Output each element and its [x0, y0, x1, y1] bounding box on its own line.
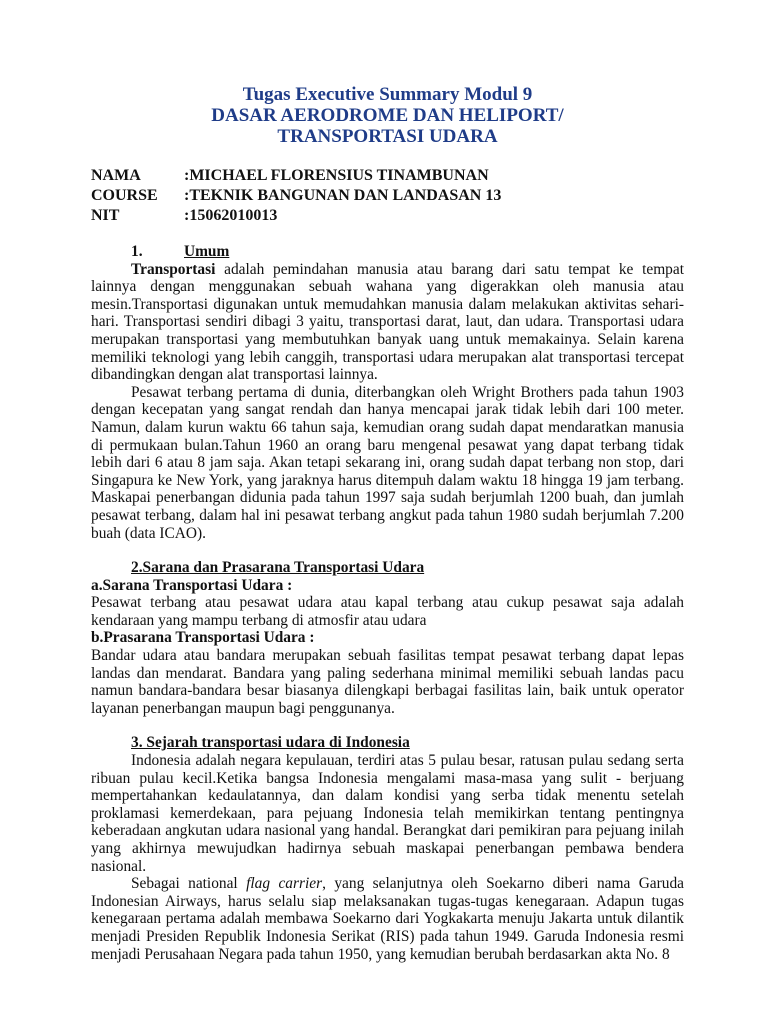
title-line-3: TRANSPORTASI UDARA	[277, 126, 498, 147]
term-flag-carrier: flag carrier	[246, 875, 323, 893]
identity-label: NAMA	[91, 167, 141, 184]
section-1-heading	[131, 243, 684, 261]
section-1-title: Umum	[184, 243, 230, 260]
section-2a-subheading: a.Sarana Transportasi Udara :	[91, 576, 293, 594]
identity-row-nama	[91, 166, 684, 186]
identity-value: :15062010013	[184, 207, 278, 224]
section-1-number: 1.	[131, 243, 143, 260]
identity-row-nit	[91, 206, 684, 226]
identity-row-course	[91, 186, 684, 206]
identity-label: NIT	[91, 207, 120, 224]
section-3-heading: 3. Sejarah transportasi udara di Indonesia	[131, 734, 410, 752]
title-line-2: DASAR AERODROME DAN HELIPORT/	[211, 105, 564, 126]
section-1-paragraph-1	[91, 261, 684, 384]
document-title	[91, 84, 684, 147]
section-1-paragraph-1-text: adalah pemindahan manusia atau barang dari satu tempat ke tempat lainnya dengan menggunakan sebuah wahana yang digerakkan oleh manusia atau mesin.Transportasi digunakan untuk memudahkan manusia dalam melakukan aktivitas sehari-hari. Transportasi sendiri dibagi 3 yaitu, transportasi darat, laut, dan udara. Transportasi udara merupakan transportasi yang membutuhkan banyak uang untuk memakainya. Selain karena memiliki teknologi yang lebih canggih, transportasi udara merupakan alat transportasi tercepat dibandingkan dengan alat transportasi lainnya.	[91, 260, 684, 384]
section-2a-paragraph: Pesawat terbang atau pesawat udara atau kapal terbang atau cukup pesawat saja adalah kendaraan yang mampu terbang di atmosfir atau udara	[91, 594, 684, 629]
section-2-heading: 2.Sarana dan Prasarana Transportasi Udara	[131, 559, 425, 577]
document-body	[91, 243, 684, 963]
section-3-paragraph-2	[91, 875, 684, 963]
section-3-paragraph-2-start: Sebagai national	[131, 875, 247, 893]
section-2b-paragraph: Bandar udara atau bandara merupakan sebuah fasilitas tempat pesawat terbang dapat lepas landas dan mendarat. Bandara yang paling sederhana minimal memiliki sebuah landas pacu namun bandara-bandara besar biasanya dilengkapi berbagai fasilitas lain, baik untuk operator layanan penerbangan maupun bagi penggunanya.	[91, 647, 684, 717]
section-2b-subheading: b.Prasarana Transportasi Udara :	[91, 629, 315, 647]
section-3-paragraph-1: Indonesia adalah negara kepulauan, terdiri atas 5 pulau besar, ratusan pulau sedang serta ribuan pulau kecil.Ketika bangsa Indonesia mengalami masa-masa yang sulit - berjuang mempertahankan kedaulatannya, dan dalam kondisi yang serba tidak menentu setelah proklamasi kemerdekaan, para pejuang Indonesia telah memikirkan tentang pentingnya keberadaan angkutan udara nasional yang handal. Berangkat dari pemikiran para pejuang inilah yang akhirnya mewujudkan hadirnya sebuah maskapai penerbangan pembawa bendera nasional.	[91, 752, 684, 875]
identity-value: :MICHAEL FLORENSIUS TINAMBUNAN	[184, 167, 489, 184]
identity-value: :TEKNIK BANGUNAN DAN LANDASAN 13	[184, 187, 502, 204]
term-transportasi: Transportasi	[131, 260, 216, 278]
identity-label: COURSE	[91, 187, 158, 204]
identity-block	[91, 166, 684, 226]
section-1-paragraph-2: Pesawat terbang pertama di dunia, diterbangkan oleh Wright Brothers pada tahun 1903 dengan kecepatan yang sangat rendah dan hanya mencapai jarak tidak lebih dari 100 meter. Namun, dalam kurun waktu 66 tahun saja, kemudian orang sudah dapat mendaratkan manusia di permukaan bulan.Tahun 1960 an orang baru mengenal pesawat yang dapat terbang tidak lebih dari 6 atau 8 jam saja. Akan tetapi sekarang ini, orang sudah dapat terbang non stop, dari Singapura ke New York, yang jaraknya harus ditempuh dalam waktu 18 hingga 19 jam terbang. Maskapai penerbangan didunia pada tahun 1997 saja sudah berjumlah 1200 buah, dan jumlah pesawat terbang, dalam hal ini pesawat terbang angkut pada tahun 1980 sudah berjumlah 7.200 buah (data ICAO).	[91, 383, 684, 542]
section-3-paragraph-2-rest: , yang selanjutnya oleh Soekarno diberi nama Garuda Indonesian Airways, harus selalu siap melaksanakan tugas-tugas kenegaraan. Adapun tugas kenegaraan pertama adalah membawa Soekarno dari Yogkakarta menuju Jakarta untuk dilantik menjadi Presiden Republik Indonesia Serikat (RIS) pada tahun 1949. Garuda Indonesia resmi menjadi Perusahaan Negara pada tahun 1950, yang kemudian berubah berdasarkan akta No. 8	[91, 875, 684, 963]
title-line-1: Tugas Executive Summary Modul 9	[242, 84, 533, 105]
